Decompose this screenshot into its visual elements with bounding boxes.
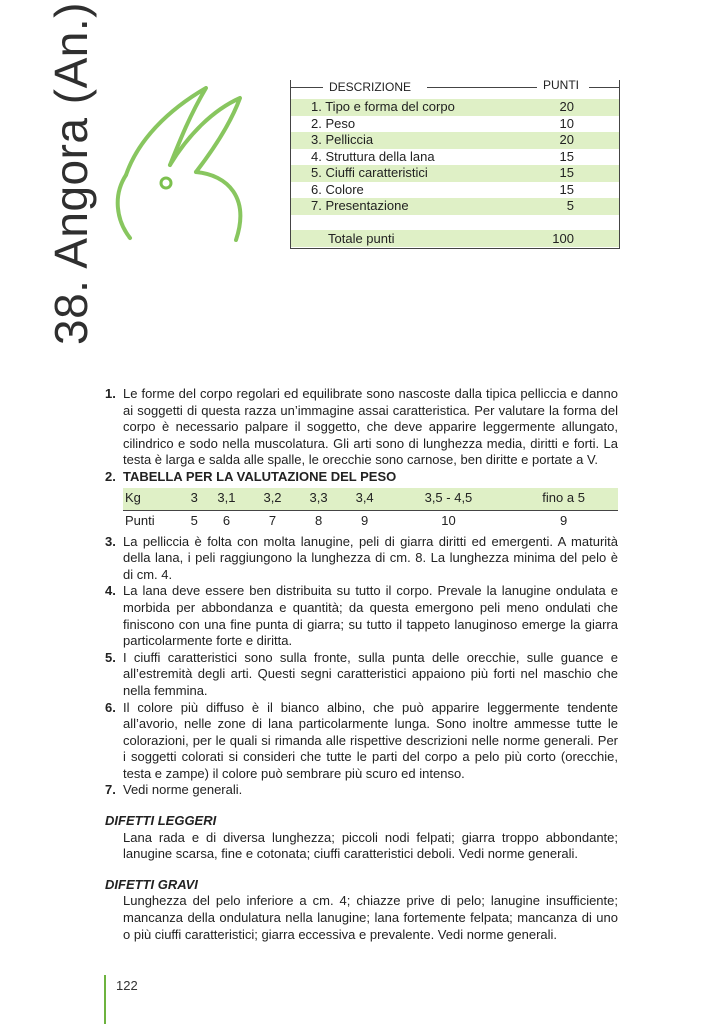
item-text: Le forme del corpo regolari ed equilibrate sono nascoste dalla tipica pelliccia e danno ai soggetti di questa razza un’immagine assai caratteristica. Per valutare la forma del corpo è necessario palpare il soggetto, che deve apparire leggermente allungato, cilindrico e sodo nella muscolatura. Gli arti sono di lunghezza media, diritti e forti. La testa è larga e salda alle spalle, le orecchie sono carnose, ben diritte e portate a V. <box>123 386 618 468</box>
header-description: DESCRIZIONE <box>329 80 412 94</box>
score-row <box>291 116 619 133</box>
item-2 <box>105 469 618 486</box>
points-cell: 9 <box>361 513 369 529</box>
points-label: Punti <box>125 513 155 529</box>
weight-table-title: TABELLA PER LA VALUTAZIONE DEL PESO <box>123 468 397 484</box>
score-row <box>291 132 619 149</box>
item-6 <box>105 700 618 783</box>
score-row-label: 2. Peso <box>311 115 356 131</box>
points-cell: 8 <box>314 513 323 529</box>
points-cell: 5 <box>190 513 198 529</box>
page-marker-bar <box>104 975 106 1024</box>
score-row-label: 7. Presentazione <box>311 198 409 213</box>
score-row <box>291 182 619 199</box>
score-row-points: 15 <box>559 181 574 197</box>
header-rule <box>291 87 323 88</box>
score-row-label: 4. Struttura della lana <box>311 148 435 164</box>
points-cell: 7 <box>268 513 277 529</box>
score-total-row <box>291 230 619 247</box>
points-cell: 9 <box>560 513 568 529</box>
weight-kg-row <box>123 488 618 511</box>
weight-points-row <box>123 510 618 533</box>
header-points: PUNTI <box>543 78 579 92</box>
item-1 <box>105 386 618 469</box>
score-row-points: 20 <box>559 99 574 114</box>
score-table <box>290 80 620 249</box>
kg-cell: 3,2 <box>249 488 295 511</box>
score-row-points: 20 <box>559 132 574 147</box>
item-number: 2. <box>105 468 116 484</box>
breed-title: 38. Angora (An.) <box>45 2 97 345</box>
kg-label: Kg <box>123 488 185 511</box>
score-row-label: 3. Pelliccia <box>311 132 374 147</box>
light-defects-heading: DIFETTI LEGGERI <box>105 813 217 829</box>
score-row-points: 15 <box>559 165 574 180</box>
kg-cell: 3 <box>185 488 203 511</box>
light-defects-text: Lana rada e di diversa lunghezza; piccoli nodi felpati; giarra troppo abbondante; lanugine scarsa, fine e cotonata; ciuffi caratteristici deboli. Vedi norme generali. <box>123 829 618 862</box>
item-number: 1. <box>105 386 116 401</box>
item-text: Il colore più diffuso è il bianco albino, che può apparire leggermente tendente all’avorio, nelle zone di lana particolarmente lunga. Sono inoltre ammesse tutte le colorazioni, per le quali si rimanda alle rispettive descrizioni nelle norme generali. Per i soggetti colorati si consideri che tutte le parti del corpo a pelo più corto (orecchie, testa e zampe) il colore può sembrare più scuro ed intenso. <box>123 699 618 781</box>
item-5 <box>105 650 618 700</box>
score-row-label: 6. Colore <box>311 181 364 197</box>
kg-cell: 3,5 - 4,5 <box>388 488 510 511</box>
score-table-header <box>291 80 619 96</box>
total-label: Totale punti <box>328 231 395 246</box>
description-body <box>105 386 618 943</box>
score-row <box>291 149 619 166</box>
item-number: 3. <box>105 533 116 549</box>
score-row-points: 5 <box>566 198 574 213</box>
header-rule <box>427 87 537 88</box>
total-points: 100 <box>552 231 574 246</box>
kg-cell: fino a 5 <box>509 488 618 511</box>
severe-defects-text: Lunghezza del pelo inferiore a cm. 4; chiazze prive di pelo; lanugine insufficiente; mancanza della ondulatura nella lanugine; lana fortemente felpata; mancanza di uno o più ciuffi caratteristici; giarra eccessiva e prevalente. Vedi norme generali. <box>123 893 618 942</box>
score-row <box>291 99 619 116</box>
kg-cell: 3,1 <box>203 488 249 511</box>
header-rule <box>589 87 619 88</box>
item-text: La pelliccia è folta con molta lanugine, peli di giarra diritti ed emergenti. A maturità della lana, i peli raggiungono la lunghezza di cm. 8. La lunghezza minima del pelo è di cm. 4. <box>123 533 618 582</box>
item-number: 6. <box>105 699 116 715</box>
points-cell: 10 <box>441 513 456 529</box>
item-3 <box>105 534 618 584</box>
item-text: La lana deve essere ben distribuita su tutto il corpo. Prevale la lanugine ondulata e morbida per abbondanza e quantità; da questa emergono peli meno ondulati che finiscono con una fine punta di giarra; su tutto il tappeto lanuginoso emerge la giarra particolarmente forte e diritta. <box>123 583 618 649</box>
score-row-points: 15 <box>559 148 574 164</box>
kg-cell: 3,3 <box>296 488 342 511</box>
page-number: 122 <box>116 978 138 993</box>
score-row-label: 1. Tipo e forma del corpo <box>311 99 455 114</box>
severe-defects-heading: DIFETTI GRAVI <box>105 876 198 892</box>
item-number: 4. <box>105 583 116 599</box>
score-row-points: 10 <box>559 115 574 131</box>
score-row <box>291 198 619 215</box>
item-number: 7. <box>105 782 116 798</box>
weight-table <box>123 488 618 533</box>
score-row-label: 5. Ciuffi caratteristici <box>311 165 428 180</box>
item-text: I ciuffi caratteristici sono sulla fronte, sulla punta delle orecchie, sulle guance e all’estremità degli arti. Questi segni caratteristici appaiono più forti nel maschio che nella femmina. <box>123 649 618 698</box>
item-7 <box>105 782 618 799</box>
item-4 <box>105 583 618 649</box>
item-text: Vedi norme generali. <box>123 782 243 798</box>
rabbit-head-icon <box>108 80 258 250</box>
kg-cell: 3,4 <box>342 488 388 511</box>
item-number: 5. <box>105 649 116 665</box>
score-row <box>291 165 619 182</box>
points-cell: 6 <box>222 513 231 529</box>
